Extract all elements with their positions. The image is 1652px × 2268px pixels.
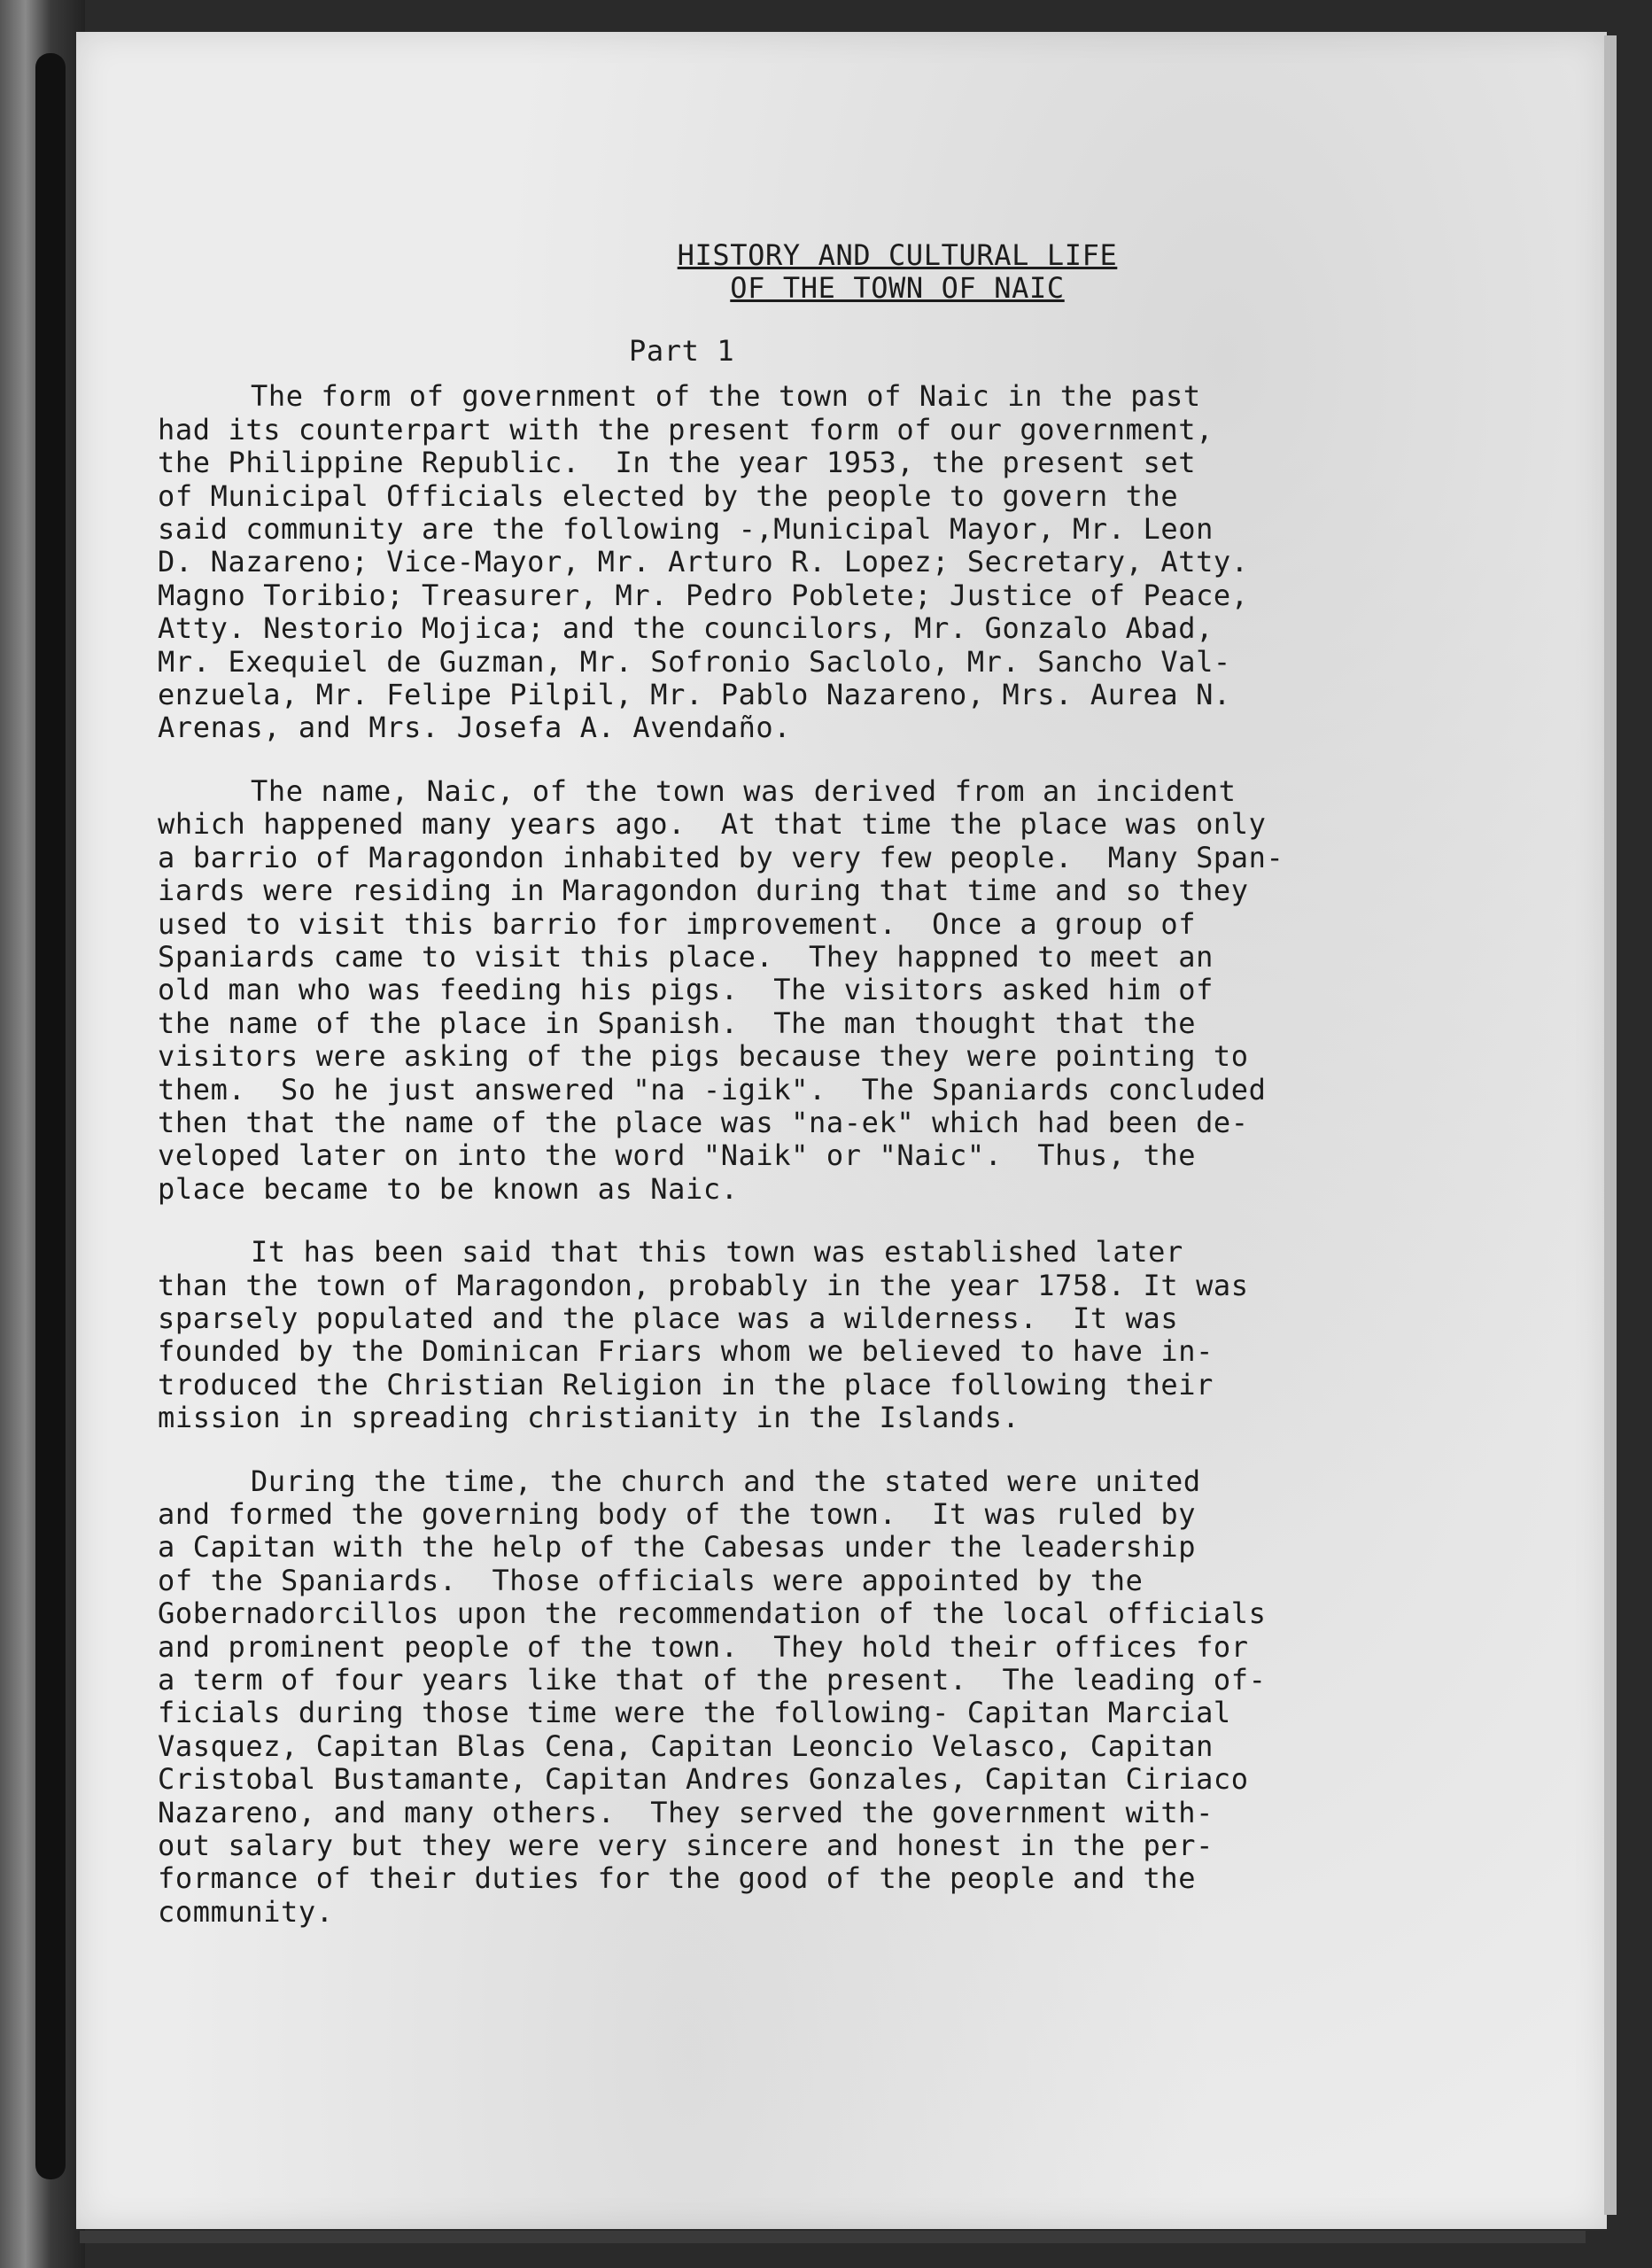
text-line: community. bbox=[158, 1894, 334, 1929]
text-line: The form of government of the town of Naic in the past bbox=[251, 379, 1201, 414]
text-line: had its counterpart with the present form of our government, bbox=[158, 412, 1214, 447]
text-line: founded by the Dominican Friars whom we believed to have in- bbox=[158, 1334, 1214, 1369]
text-line: Spaniards came to visit this place. They happned to meet an bbox=[158, 939, 1214, 974]
text-line: mission in spreading christianity in the Islands. bbox=[158, 1401, 1020, 1435]
document-title bbox=[158, 239, 1451, 305]
text-line: place became to be known as Naic. bbox=[158, 1171, 739, 1206]
text-line: than the town of Maragondon, probably in the year 1758. It was bbox=[158, 1268, 1249, 1302]
text-line: enzuela, Mr. Felipe Pilpil, Mr. Pablo Nazareno, Mrs. Aurea N. bbox=[158, 678, 1231, 712]
text-line: Gobernadorcillos upon the recommendation of the local officials bbox=[158, 1596, 1267, 1631]
text-line: veloped later on into the word "Naik" or "Naic". Thus, the bbox=[158, 1138, 1197, 1173]
text-line: used to visit this barrio for improvement. Once a group of bbox=[158, 906, 1197, 941]
text-line: old man who was feeding his pigs. The visitors asked him of bbox=[158, 973, 1214, 1007]
text-line: a term of four years like that of the present. The leading of- bbox=[158, 1663, 1267, 1697]
page-edge-right bbox=[1604, 35, 1617, 2215]
text-line: Arenas, and Mrs. Josefa A. Avendaño. bbox=[158, 711, 792, 745]
document-body bbox=[158, 239, 1469, 1959]
text-line: the Philippine Republic. In the year 1953, the present set bbox=[158, 446, 1197, 480]
text-line: and formed the governing body of the town. It was ruled by bbox=[158, 1497, 1197, 1531]
text-line: ficials during those time were the following- Capitan Marcial bbox=[158, 1696, 1231, 1730]
part-heading: Part 1 bbox=[629, 334, 735, 368]
text-line: the name of the place in Spanish. The man thought that the bbox=[158, 1006, 1197, 1040]
text-line: which happened many years ago. At that time the place was only bbox=[158, 807, 1267, 842]
text-line: Vasquez, Capitan Blas Cena, Capitan Leoncio Velasco, Capitan bbox=[158, 1728, 1214, 1763]
text-line: Atty. Nestorio Mojica; and the councilors, Mr. Gonzalo Abad, bbox=[158, 611, 1214, 646]
paragraph-officials bbox=[158, 380, 1469, 744]
text-line: of Municipal Officials elected by the people to govern the bbox=[158, 478, 1179, 513]
text-line: formance of their duties for the good of the people and the bbox=[158, 1861, 1197, 1896]
text-line: The name, Naic, of the town was derived from an incident bbox=[251, 773, 1237, 808]
text-line: D. Nazareno; Vice-Mayor, Mr. Arturo R. Lopez; Secretary, Atty. bbox=[158, 545, 1249, 579]
page-edge-bottom bbox=[80, 2231, 1586, 2243]
text-line: them. So he just answered "na -igik". The Spaniards concluded bbox=[158, 1072, 1267, 1107]
text-line: out salary but they were very sincere and honest in the per- bbox=[158, 1829, 1214, 1863]
text-line: then that the name of the place was "na-ek" which had been de- bbox=[158, 1105, 1249, 1139]
text-line: iards were residing in Maragondon during that time and so they bbox=[158, 874, 1249, 908]
text-line: sparsely populated and the place was a wilderness. It was bbox=[158, 1301, 1179, 1335]
text-line: a Capitan with the help of the Cabesas under the leadership bbox=[158, 1530, 1197, 1565]
text-line: of the Spaniards. Those officials were appointed by the bbox=[158, 1563, 1144, 1597]
text-line: Magno Toribio; Treasurer, Mr. Pedro Poblete; Justice of Peace, bbox=[158, 578, 1249, 612]
binder-strip bbox=[35, 53, 66, 2179]
text-line: visitors were asking of the pigs because they were pointing to bbox=[158, 1039, 1249, 1074]
text-line: a barrio of Maragondon inhabited by very few people. Many Span- bbox=[158, 840, 1284, 874]
title-line-2: OF THE TOWN OF NAIC bbox=[730, 271, 1065, 305]
paragraph-name-origin bbox=[158, 775, 1469, 1206]
text-line: and prominent people of the town. They hold their offices for bbox=[158, 1629, 1249, 1664]
text-line: Nazareno, and many others. They served the government with- bbox=[158, 1795, 1214, 1829]
paragraph-founding bbox=[158, 1236, 1469, 1434]
text-line: During the time, the church and the stated were united bbox=[251, 1464, 1201, 1498]
text-line: It has been said that this town was established later bbox=[251, 1235, 1183, 1270]
text-line: Cristobal Bustamante, Capitan Andres Gonzales, Capitan Ciriaco bbox=[158, 1762, 1249, 1797]
paragraph-spanish-era bbox=[158, 1465, 1469, 1930]
binder-edge bbox=[0, 0, 85, 2268]
title-line-1: HISTORY AND CULTURAL LIFE bbox=[677, 238, 1118, 272]
text-line: troduced the Christian Religion in the place following their bbox=[158, 1367, 1214, 1402]
text-line: Mr. Exequiel de Guzman, Mr. Sofronio Saclolo, Mr. Sancho Val- bbox=[158, 644, 1231, 679]
text-line: said community are the following -,Municipal Mayor, Mr. Leon bbox=[158, 512, 1214, 547]
